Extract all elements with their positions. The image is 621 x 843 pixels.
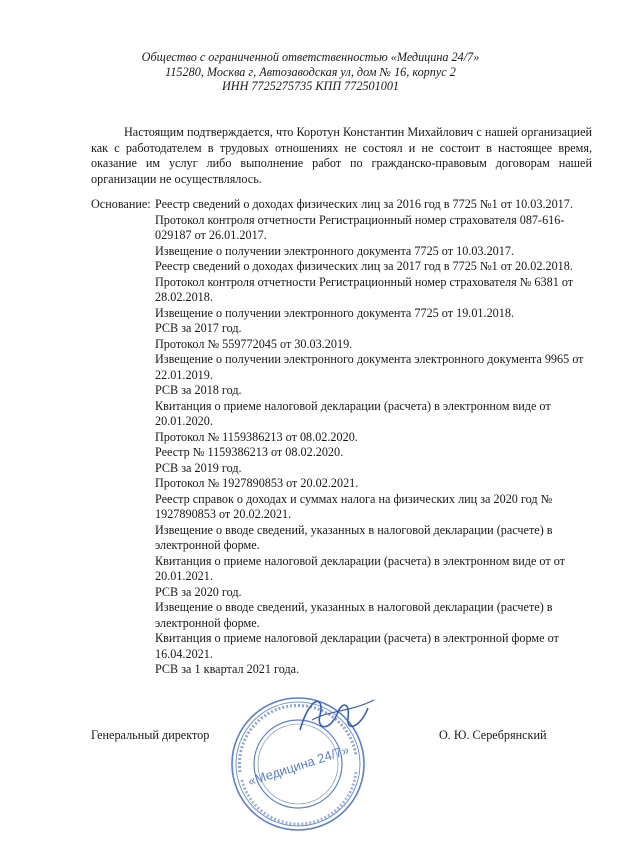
basis-item: Извещение о вводе сведений, указанных в налоговой декларации (расчете) в электронной форме. [155, 600, 553, 630]
company-address: 115280, Москва г, Автозаводская ул, дом № 16, корпус 2 [165, 64, 456, 79]
basis-item: Протокол контроля отчетности Регистрационный номер страхователя 087-616-029187 от 26.01.2017. [155, 212, 565, 242]
stamp-center-text: «Медицина 24/7» [246, 742, 351, 789]
basis-item: Извещение о получении электронного документа 7725 от 10.03.2017. [155, 243, 514, 258]
basis-item: Протокол № 559772045 от 30.03.2019. [155, 336, 353, 351]
signer-position: Генеральный директор [91, 728, 210, 742]
basis-item: Извещение о получении электронного документа 7725 от 19.01.2018. [155, 305, 514, 320]
basis-item: РСВ за 2018 год. [155, 383, 242, 397]
basis-item: Квитанция о приеме налоговой декларации (расчета) в электронном виде от от 20.01.2021. [155, 553, 565, 583]
letterhead [0, 50, 621, 94]
basis-item: РСВ за 2017 год. [155, 321, 242, 335]
handwritten-signature [290, 690, 380, 750]
basis-item: РСВ за 2019 год. [155, 460, 242, 475]
company-name: Общество с ограниченной ответственностью «Медицина 24/7» [141, 50, 480, 64]
basis-item: Протокол № 1159386213 от 08.02.2020. [155, 429, 358, 444]
basis-label: Основание: [91, 197, 151, 211]
basis-list [155, 197, 585, 678]
intro-paragraph: Настоящим подтверждается, что Коротун Константин Михайлович с нашей организацией как с работодателем в трудовых отношениях не состоял и не состоит в настоящее время, оказание им услуг либо выполнение работ по гражданско-правовым договорам нашей организации не осуществлялось. [91, 125, 592, 186]
basis-item: Протокол контроля отчетности Регистрационный номер страхователя № 6381 от 28.02.2018. [155, 274, 574, 304]
basis-item: Извещение о получении электронного документа электронного документа 9965 от 22.01.2019. [155, 352, 584, 382]
basis-item: Реестр справок о доходах и суммах налога на физических лиц за 2020 год № 1927890853 от 20.02.2021. [155, 491, 553, 521]
basis-item: Реестр сведений о доходах физических лиц за 2017 год в 7725 №1 от 20.02.2018. [155, 259, 573, 273]
basis-item: Квитанция о приеме налоговой декларации (расчета) в электронном виде от 20.01.2020. [155, 398, 551, 428]
company-inn-kpp: ИНН 7725275735 КПП 772501001 [221, 79, 400, 93]
signer-name: О. Ю. Серебрянский [439, 728, 547, 742]
basis-item: Извещение о вводе сведений, указанных в налоговой декларации (расчете) в электронной форме. [155, 522, 553, 552]
basis-item: РСВ за 2020 год. [155, 584, 242, 599]
basis-item: Квитанция о приеме налоговой декларации (расчета) в электронной форме от 16.04.2021. [155, 631, 559, 661]
basis-item: Реестр № 1159386213 от 08.02.2020. [155, 445, 344, 459]
basis-item: Реестр сведений о доходах физических лиц за 2016 год в 7725 №1 от 10.03.2017. [155, 197, 573, 211]
basis-item: РСВ за 1 квартал 2021 года. [155, 662, 300, 676]
basis-item: Протокол № 1927890853 от 20.02.2021. [155, 476, 359, 490]
